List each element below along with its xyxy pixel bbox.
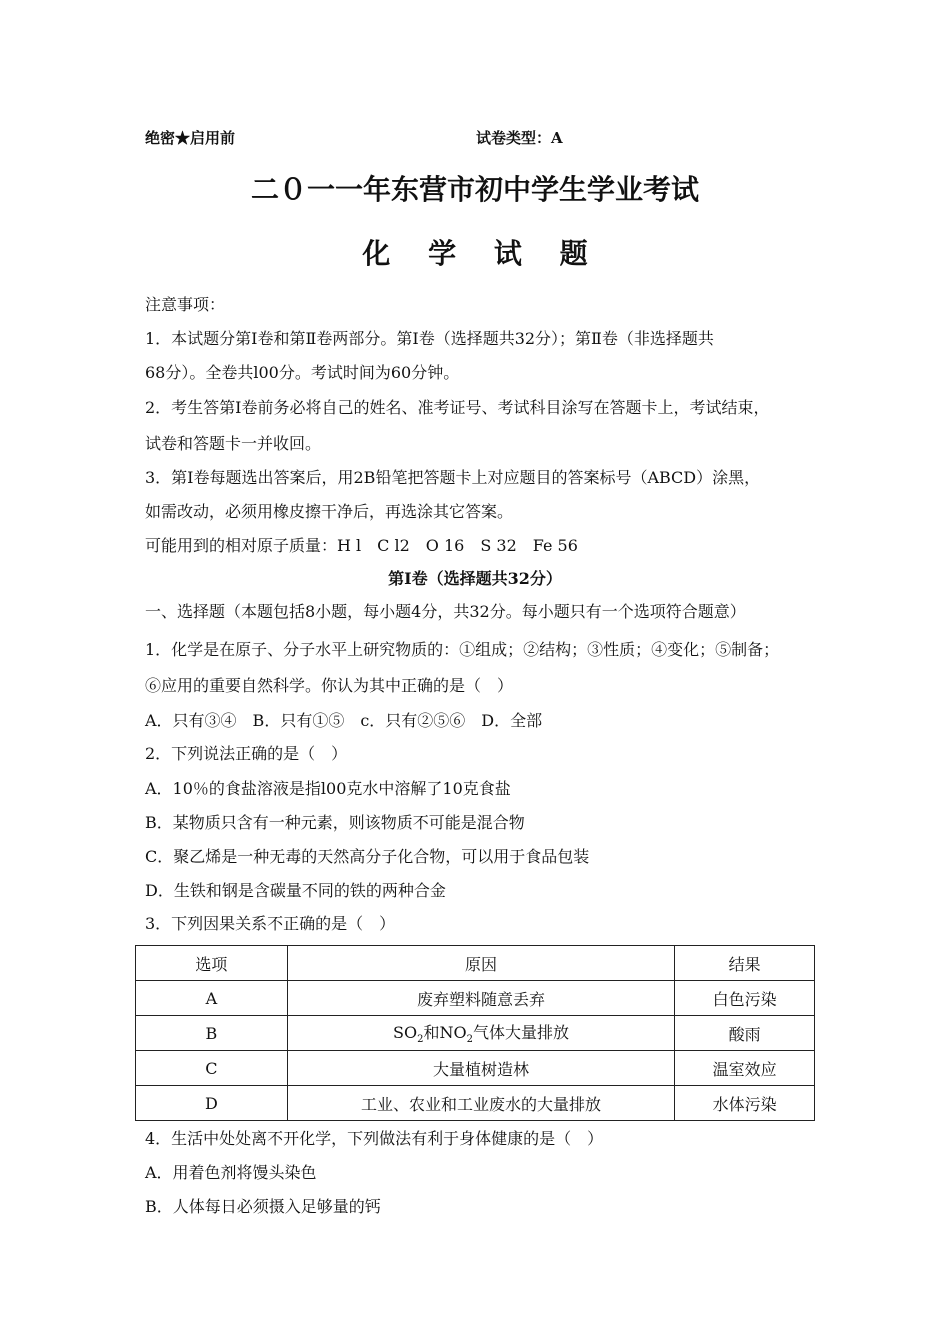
row-result: 温室效应 [675, 1051, 815, 1086]
q2-option-a: A．10％的食盐溶液是指l00克水中溶解了10克食盐 [145, 779, 511, 798]
row-option: D [136, 1086, 288, 1121]
q4-option-b: B．人体每日必须摄入足够量的钙 [145, 1197, 381, 1216]
header-result: 结果 [675, 946, 815, 981]
cause-and-no: 和NO [423, 1023, 467, 1043]
q2-option-d: D．生铁和钢是含碳量不同的铁的两种合金 [145, 881, 446, 900]
q1-stem-line-2: ⑥应用的重要自然科学。你认为其中正确的是（ ） [145, 676, 514, 695]
row-result: 白色污染 [675, 981, 815, 1016]
atomic-mass-line: 可能用到的相对原子质量：H l C l2 O 16 S 32 Fe 56 [145, 536, 578, 555]
subscript-2: 2 [417, 1034, 424, 1046]
q4-stem: 4．生活中处处离不开化学，下列做法有利于身体健康的是（ ） [145, 1129, 604, 1148]
row-result: 酸雨 [675, 1016, 815, 1051]
table-row [136, 981, 815, 1016]
row-cause: 废弃塑料随意丢弃 [287, 981, 674, 1016]
q3-stem: 3．下列因果关系不正确的是（ ） [145, 914, 396, 933]
q1-stem-line-1: 1．化学是在原子、分子水平上研究物质的：①组成；②结构；③性质；④变化；⑤制备； [145, 640, 780, 659]
secret-label: 绝密★启用前 [145, 129, 236, 147]
note-2-line-1: 2．考生答第Ⅰ卷前务必将自己的姓名、准考证号、考试科目涂写在答题卡上，考试结束， [145, 398, 770, 417]
row-option: B [136, 1016, 288, 1051]
table-header-row [136, 946, 815, 981]
row-cause [287, 1016, 674, 1051]
table-row [136, 1051, 815, 1086]
section-title: 第Ⅰ卷（选择题共32分） [388, 569, 562, 588]
table-row [136, 1016, 815, 1051]
row-option: A [136, 981, 288, 1016]
exam-title: 二０一一年东营市初中学生学业考试 [250, 173, 699, 206]
q2-stem: 2．下列说法正确的是（ ） [145, 744, 348, 763]
notes-heading: 注意事项： [145, 295, 226, 314]
subject-title: 化 学 试 题 [362, 237, 602, 270]
row-cause: 大量植树造林 [287, 1051, 674, 1086]
row-result: 水体污染 [675, 1086, 815, 1121]
note-3-line-2: 如需改动，必须用橡皮擦干净后，再选涂其它答案。 [145, 502, 514, 521]
header-option: 选项 [136, 946, 288, 981]
row-cause: 工业、农业和工业废水的大量排放 [287, 1086, 674, 1121]
part-intro: 一、选择题（本题包括8小题，每小题4分，共32分。每小题只有一个选项符合题意） [145, 602, 746, 621]
note-1-line-1: 1．本试题分第Ⅰ卷和第Ⅱ卷两部分。第Ⅰ卷（选择题共32分）；第Ⅱ卷（非选择题共 [145, 329, 714, 348]
row-option: C [136, 1051, 288, 1086]
note-1-line-2: 68分）。全卷共l00分。考试时间为60分钟。 [145, 363, 460, 382]
note-2-line-2: 试卷和答题卡一并收回。 [145, 434, 322, 453]
cause-effect-table [135, 945, 815, 1121]
q4-option-a: A．用着色剂将馒头染色 [145, 1163, 317, 1182]
cause-so: SO [392, 1023, 418, 1043]
q1-options: A．只有③④ B．只有①⑤ c．只有②⑤⑥ D．全部 [145, 711, 543, 730]
header-cause: 原因 [287, 946, 674, 981]
subscript-2: 2 [466, 1034, 473, 1046]
q2-option-c: C．聚乙烯是一种无毒的天然高分子化合物，可以用于食品包装 [145, 847, 590, 866]
q2-option-b: B．某物质只含有一种元素，则该物质不可能是混合物 [145, 813, 525, 832]
note-3-line-1: 3．第Ⅰ卷每题选出答案后，用2B铅笔把答题卡上对应题目的答案标号（ABCD）涂黑， [145, 468, 761, 487]
cause-rest: 气体大量排放 [472, 1023, 569, 1043]
table-row [136, 1086, 815, 1121]
paper-type-label: 试卷类型：A [476, 129, 563, 147]
